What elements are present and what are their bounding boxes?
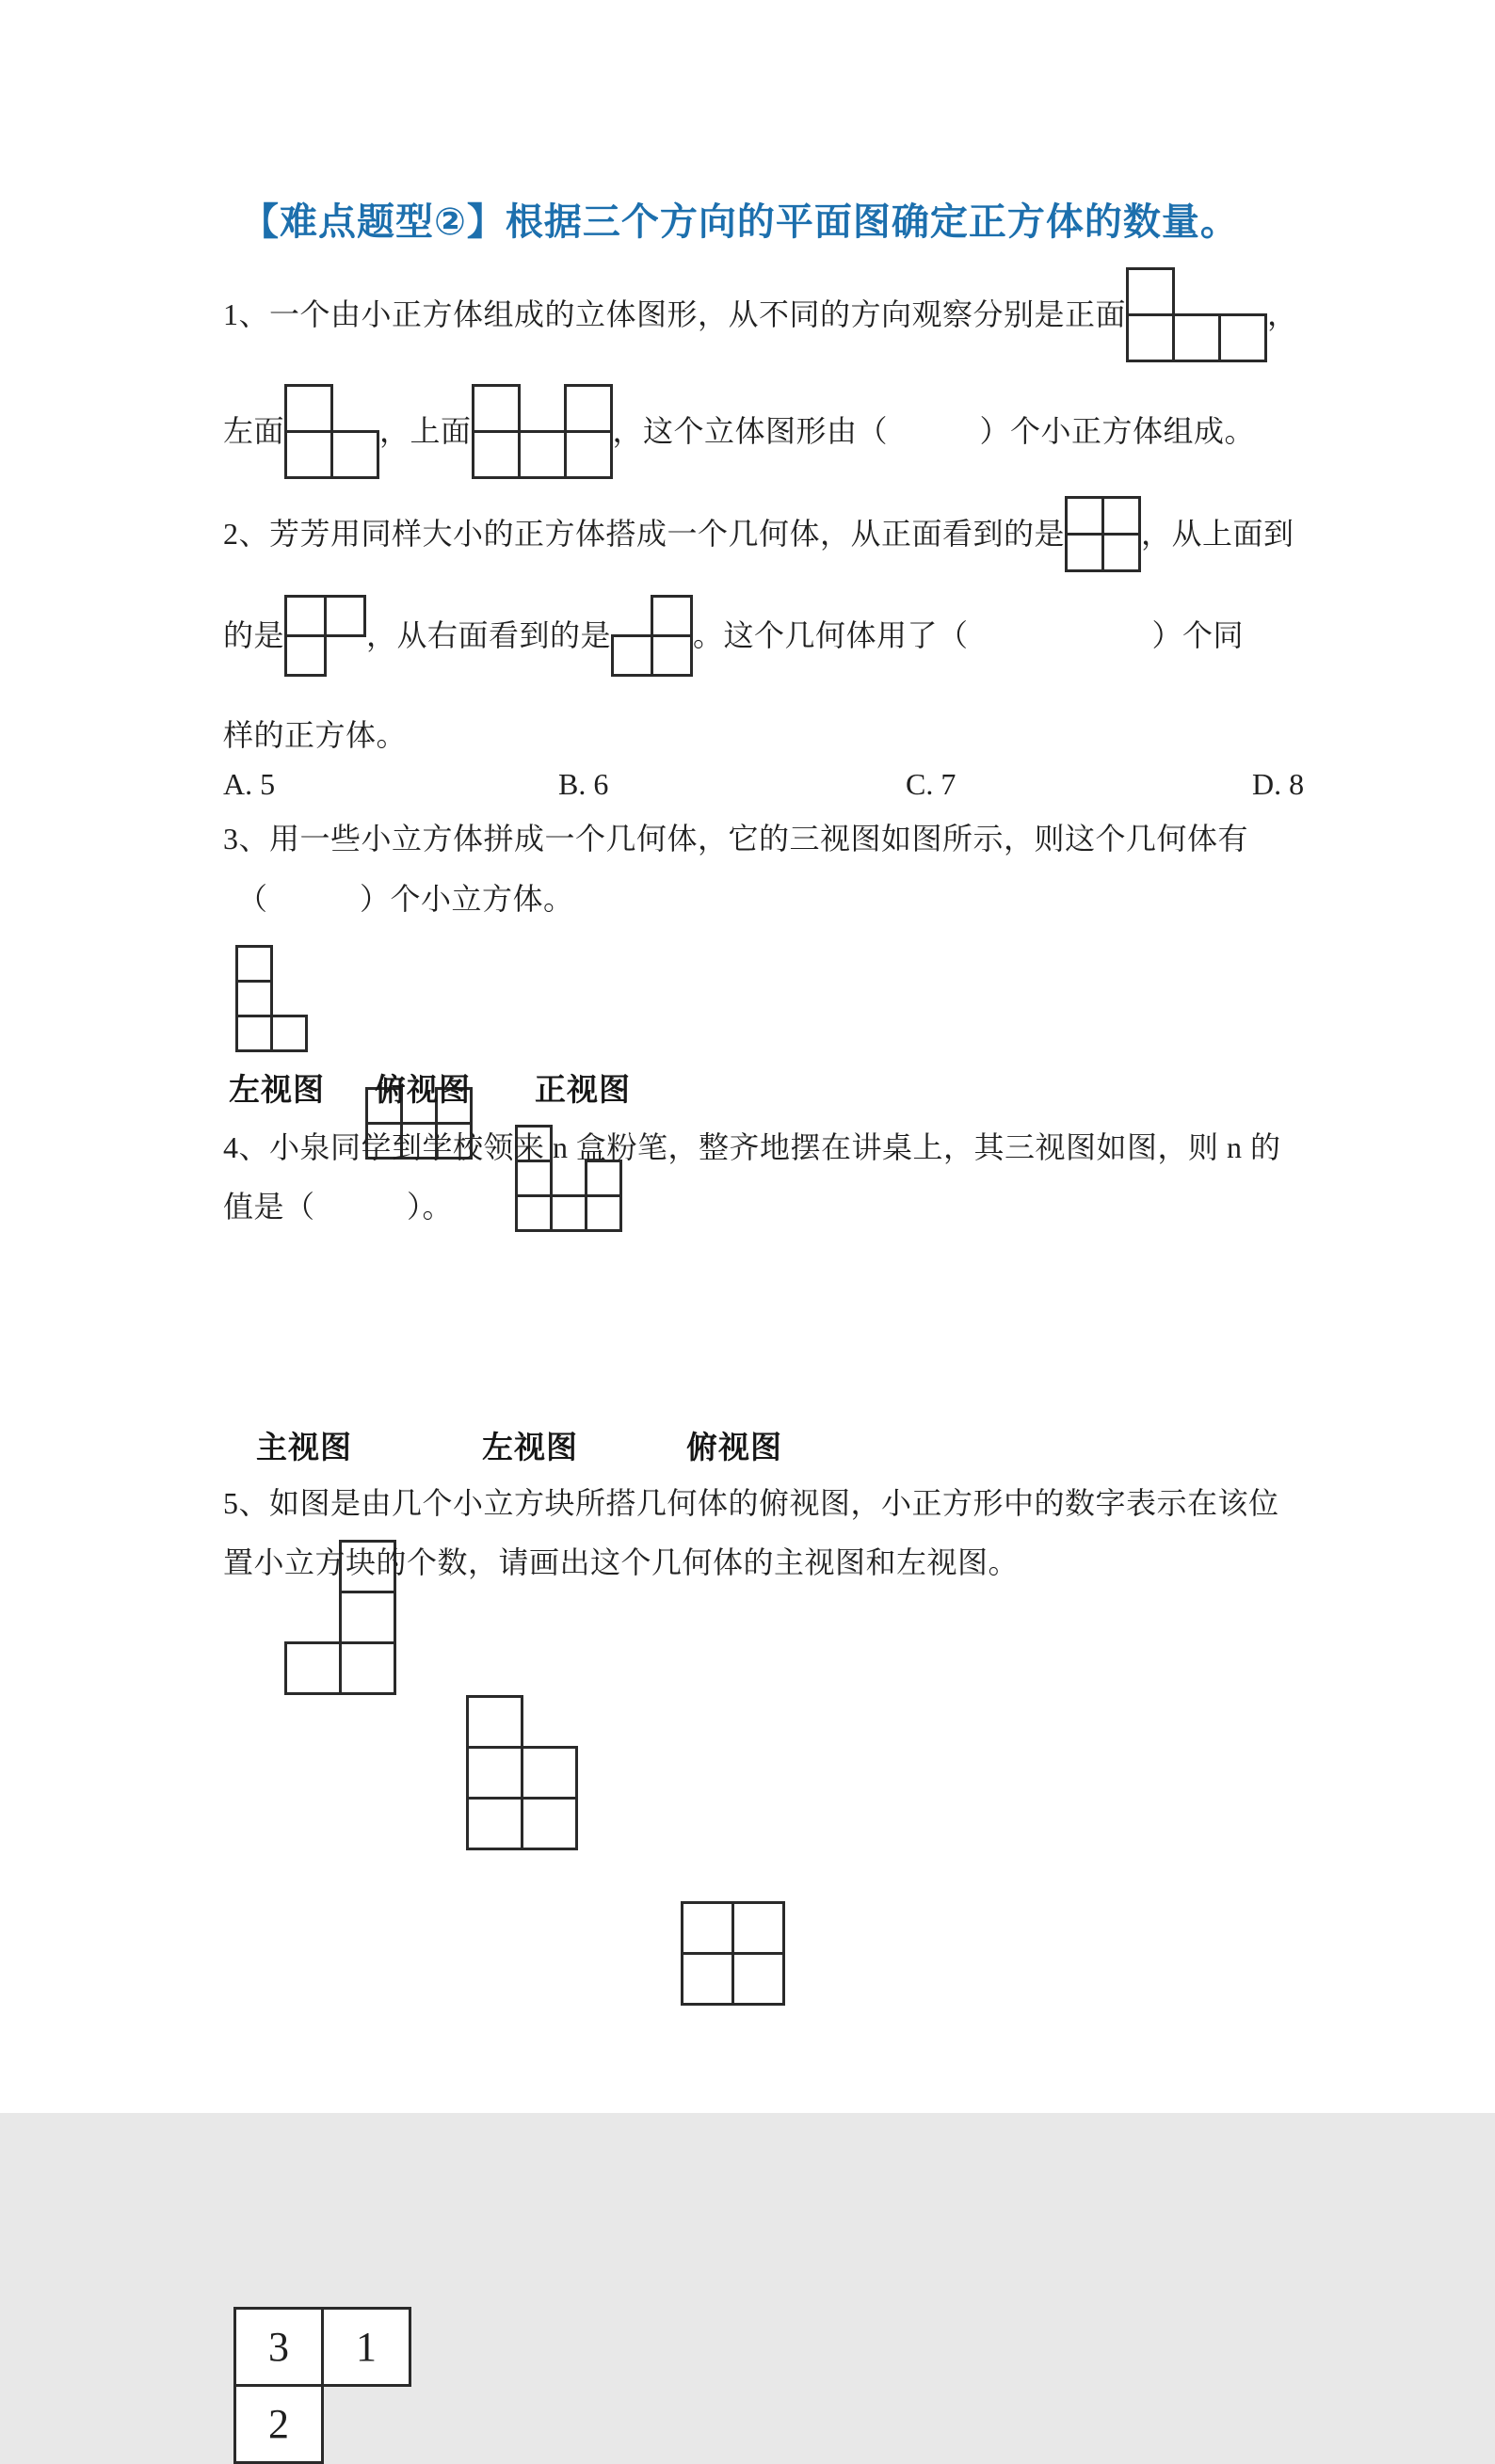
option-c: C. 7	[906, 767, 956, 801]
q1-line2-text: ，这个立体图形由（ ）个小正方体组成。	[612, 413, 1256, 448]
grid-cell	[284, 595, 327, 637]
q2-line2-suffix: 。这个几何体用了（ ）个同	[693, 617, 1245, 652]
q1-line1-text: 1、一个由小正方体组成的立体图形，从不同的方向观察分别是正面	[223, 296, 1127, 331]
grid-cell	[651, 634, 693, 677]
grid-cell	[466, 1746, 523, 1800]
q2-line1-suffix: ，从上面到	[1141, 517, 1294, 552]
q2-line1	[223, 496, 1294, 572]
grid-cell	[521, 1746, 578, 1800]
q1-line1-comma: ，	[1267, 296, 1298, 331]
option-b: B. 6	[558, 767, 609, 801]
grid-cell	[550, 1194, 587, 1232]
q2-front-view-grid	[1065, 496, 1141, 572]
grid-cell	[284, 634, 327, 677]
grid-cell	[472, 384, 521, 433]
grid-cell	[1126, 313, 1175, 362]
q5-line1: 5、如图是由几个小立方块所搭几何体的俯视图，小正方形中的数字表示在该位	[223, 1486, 1279, 1520]
q4-left-view-label: 左视图	[482, 1430, 578, 1464]
q4-line1: 4、小泉同学到学校领来 n 盒粉笔，整齐地摆在讲桌上，其三视图如图，则 n 的	[223, 1130, 1281, 1164]
option-a: A. 5	[223, 767, 276, 801]
grid-cell	[515, 1194, 553, 1232]
q2-top-view-grid	[284, 595, 366, 677]
grid-cell	[564, 430, 613, 479]
q3-line1: 3、用一些小立方体拼成一个几何体，它的三视图如图所示，则这个几何体有	[223, 822, 1249, 856]
cell-count-label: 1	[356, 2324, 377, 2370]
cell-count-label: 3	[268, 2324, 289, 2370]
q3-left-view-grid	[235, 945, 308, 1052]
grid-cell	[466, 1695, 523, 1749]
q5-count-grid	[233, 2307, 411, 2464]
q2-line2-prefix: 的是	[223, 617, 285, 652]
grid-cell	[233, 2307, 324, 2387]
grid-cell	[1101, 533, 1141, 572]
grid-cell	[1172, 313, 1221, 362]
q2-line2-mid: ，从右面看到的是	[366, 617, 612, 652]
grid-cell	[284, 430, 333, 479]
q1-top-view-grid	[472, 384, 613, 479]
grid-cell	[564, 384, 613, 433]
q3-left-view-label: 左视图	[229, 1072, 325, 1107]
grid-cell	[1101, 496, 1141, 536]
q1-line2	[223, 382, 1255, 480]
q4-top-view-grid	[681, 1901, 785, 2006]
grid-cell	[235, 945, 273, 983]
grid-cell	[472, 430, 521, 479]
grid-cell	[731, 1901, 785, 1955]
grid-cell	[330, 430, 379, 479]
grid-cell	[284, 384, 333, 433]
q2-right-view-grid	[611, 595, 693, 677]
grid-cell	[235, 1015, 273, 1052]
q1-left-face-label: 左面	[223, 413, 285, 448]
q4-line2: 值是（ ）。	[223, 1190, 454, 1224]
grid-cell	[1065, 533, 1104, 572]
grid-cell	[1126, 267, 1175, 316]
grid-cell	[284, 1641, 342, 1695]
q1-front-view-grid	[1126, 267, 1267, 362]
section-heading: 【难点题型②】根据三个方向的平面图确定正方体的数量。	[241, 201, 1239, 243]
q2-line1-text: 2、芳芳用同样大小的正方体搭成一个几何体，从正面看到的是	[223, 517, 1066, 552]
grid-cell	[339, 1591, 396, 1644]
grid-cell	[466, 1797, 523, 1850]
q1-left-view-grid	[284, 384, 379, 479]
q5-line2: 置小立方块的个数，请画出这个几何体的主视图和左视图。	[223, 1545, 1020, 1579]
grid-cell	[681, 1901, 734, 1955]
grid-cell	[1065, 496, 1104, 536]
q3-front-view-label: 正视图	[535, 1072, 631, 1107]
q2-line2	[223, 590, 1244, 680]
grid-cell	[585, 1194, 622, 1232]
q2-line3: 样的正方体。	[223, 718, 408, 752]
cell-count-label: 2	[268, 2401, 289, 2447]
grid-cell	[1218, 313, 1267, 362]
grid-cell	[321, 2307, 411, 2387]
q1-line1	[223, 265, 1298, 363]
grid-cell	[651, 595, 693, 637]
grid-cell	[681, 1952, 734, 2006]
grid-cell	[270, 1015, 308, 1052]
grid-cell	[233, 2384, 324, 2464]
q3-top-view-label: 俯视图	[375, 1072, 471, 1107]
grid-cell	[611, 634, 653, 677]
option-d: D. 8	[1252, 767, 1305, 801]
grid-cell	[731, 1952, 785, 2006]
q4-main-view-label: 主视图	[256, 1430, 352, 1464]
q4-top-view-label: 俯视图	[686, 1430, 782, 1464]
grid-cell	[518, 430, 567, 479]
q1-top-face-label: ，上面	[379, 413, 472, 448]
q4-left-view-grid	[466, 1695, 578, 1850]
grid-cell	[521, 1797, 578, 1850]
grid-cell	[235, 980, 273, 1017]
grid-cell	[324, 595, 366, 637]
grid-cell	[339, 1641, 396, 1695]
q3-line2: （ ）个小立方体。	[237, 882, 574, 916]
